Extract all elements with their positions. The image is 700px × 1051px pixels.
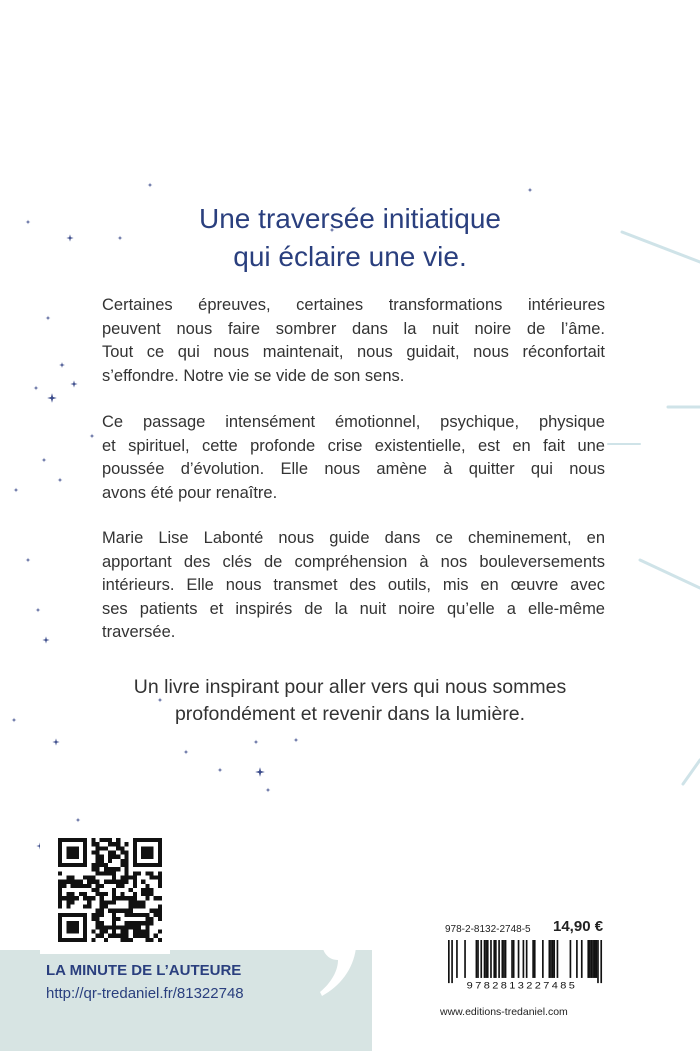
star-decoration bbox=[148, 183, 153, 188]
headline-line: Une traversée initiatique bbox=[199, 203, 501, 234]
star-decoration bbox=[42, 458, 47, 463]
price: 14,90 € bbox=[553, 918, 604, 935]
star-decoration bbox=[52, 738, 59, 745]
star-decoration bbox=[184, 750, 189, 755]
headline bbox=[0, 200, 700, 276]
tagline bbox=[0, 674, 700, 728]
star-decoration bbox=[14, 488, 19, 493]
text-line: poussée d’évolution. Elle nous amène à quitter qui nous bbox=[102, 460, 605, 478]
quote-comma-icon bbox=[318, 920, 358, 1000]
light-ray bbox=[683, 760, 700, 784]
text-line: Tout ce qui nous maintenait, nous guidait, nous réconfortait bbox=[102, 343, 605, 361]
star-decoration bbox=[58, 478, 63, 483]
star-decoration bbox=[266, 788, 271, 793]
text-line: peuvent nous faire sombrer dans la nuit noire de l’âme. bbox=[102, 319, 605, 338]
tagline-line: Un livre inspirant pour aller vers qui nous sommes bbox=[133, 676, 567, 698]
star-decoration bbox=[90, 434, 95, 439]
star-decoration bbox=[59, 362, 65, 368]
star-decoration bbox=[528, 188, 533, 193]
author-minute-label: LA MINUTE DE L’AUTEURE bbox=[46, 962, 242, 979]
tagline-line: profondément et revenir dans la lumière. bbox=[174, 703, 526, 725]
star-decoration bbox=[47, 393, 57, 403]
light-ray bbox=[640, 560, 700, 588]
isbn-number: 978-2-8132-2748-5 bbox=[445, 924, 531, 935]
barcode-icon bbox=[438, 940, 606, 990]
star-decoration bbox=[76, 818, 81, 823]
text-line: traversée. bbox=[102, 623, 176, 641]
star-decoration bbox=[36, 608, 41, 613]
qr-code-icon[interactable] bbox=[58, 838, 162, 942]
star-decoration bbox=[34, 386, 39, 391]
text-line: ses patients et inspirés de la nuit noire qu’elle a elle-même bbox=[102, 599, 605, 618]
star-decoration bbox=[26, 558, 31, 563]
text-line: Certaines épreuves, certaines transformations intérieures bbox=[102, 296, 605, 314]
star-decoration bbox=[218, 768, 223, 773]
text-line: apportant des clés de compréhension à nos bouleversements bbox=[102, 552, 605, 571]
paragraph-2 bbox=[102, 411, 605, 505]
text-line: Marie Lise Labonté nous guide dans ce cheminement, en bbox=[102, 529, 605, 547]
text-line: avons été pour renaître. bbox=[102, 483, 278, 502]
barcode-digits: 9782813227485 bbox=[466, 980, 578, 990]
star-decoration bbox=[255, 767, 265, 777]
paragraph-3 bbox=[102, 527, 605, 645]
text-line: intérieurs. Elle nous transmet des outils, mis en œuvre avec bbox=[102, 576, 605, 594]
publisher-website[interactable]: www.editions-tredaniel.com bbox=[440, 1006, 568, 1018]
author-minute-link[interactable]: http://qr-tredaniel.fr/81322748 bbox=[46, 985, 244, 1002]
star-decoration bbox=[46, 316, 51, 321]
star-decoration bbox=[254, 740, 259, 745]
headline-line: qui éclaire une vie. bbox=[233, 241, 467, 272]
text-line: et spirituel, cette profonde crise existentielle, est en fait une bbox=[102, 436, 605, 455]
star-decoration bbox=[42, 636, 49, 643]
star-decoration bbox=[294, 738, 299, 743]
text-line: s’effondre. Notre vie se vide de son sens. bbox=[102, 366, 405, 385]
star-decoration bbox=[70, 380, 77, 387]
paragraph-1 bbox=[102, 294, 605, 388]
text-line: Ce passage intensément émotionnel, psychique, physique bbox=[102, 413, 605, 431]
